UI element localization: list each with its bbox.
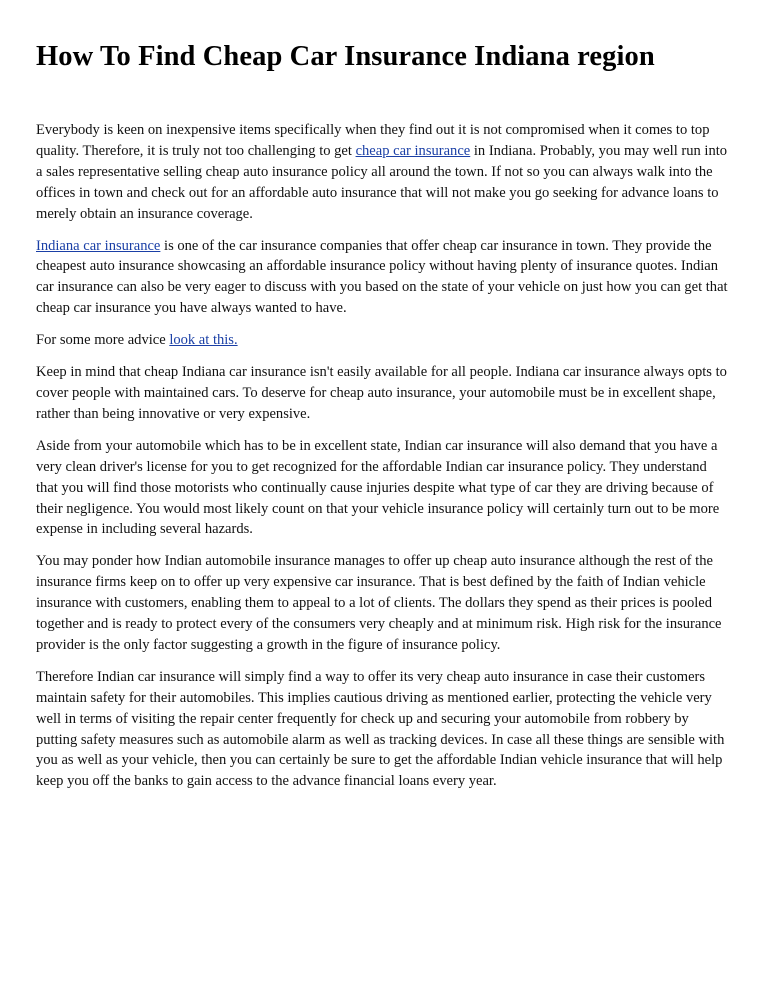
paragraph-3-text-before: For some more advice bbox=[36, 332, 170, 349]
indiana-car-insurance-link[interactable]: Indiana car insurance bbox=[36, 237, 161, 254]
document-page bbox=[36, 0, 728, 803]
paragraph-2-text-after: is one of the car insurance companies that offer cheap car insurance in town. They provide the cheapest auto insurance showcasing an affordable insurance policy without having plenty of insurance quotes. Indian car insurance can also be very eager to discuss with you based on the state of your vehicle on just how you can get that cheap car insurance you have always wanted to have. bbox=[36, 237, 728, 317]
paragraph-4: Keep in mind that cheap Indiana car insurance isn't easily available for all people. Indiana car insurance always opts to cover people with maintained cars. To deserve for cheap auto insurance, your automobile must be in excellent shape, rather than being innovative or very expensive. bbox=[36, 364, 727, 422]
paragraph-3 bbox=[36, 330, 728, 351]
paragraph-1 bbox=[36, 120, 728, 225]
paragraph-2 bbox=[36, 236, 728, 320]
cheap-car-insurance-link[interactable]: cheap car insurance bbox=[355, 142, 471, 159]
paragraph-1-text-after: in Indiana. Probably, you may well run into a sales representative selling cheap auto insurance policy all around the town. If not so you can always walk into the offices in town and check out for an affordable auto insurance that will not make you go seeking for advance loans to merely obtain an insurance coverage. bbox=[36, 142, 728, 222]
paragraph-1-text-before: Everybody is keen on inexpensive items specifically when they find out it is not compromised when it comes to top quality. Therefore, it is truly not too challenging to get bbox=[36, 122, 710, 159]
paragraph-5: Aside from your automobile which has to be in excellent state, Indian car insurance will also demand that you have a very clean driver's license for you to get recognized for the affordable Indian car insurance policy. They understand that you will find those motorists who continually cause injuries despite what type of car they are driving because of their negligence. You would most likely count on that your vehicle insurance policy will certainly turn out to be more expense in including several hazards. bbox=[36, 437, 720, 538]
paragraph-6: You may ponder how Indian automobile insurance manages to offer up cheap auto insurance although the rest of the insurance firms keep on to offer up very expensive car insurance. That is best defined by the faith of Indian vehicle insurance with customers, enabling them to appeal to a lot of clients. The dollars they spend as their prices is pooled together and is ready to protect every of the consumers very cheaply and at minimum risk. High risk for the insurance provider is the only factor suggesting a growth in the figure of insurance policy. bbox=[36, 553, 722, 653]
look-at-this-link[interactable]: look at this. bbox=[169, 332, 238, 349]
page-title: How To Find Cheap Car Insurance Indiana region bbox=[36, 41, 655, 72]
paragraph-7: Therefore Indian car insurance will simply find a way to offer its very cheap auto insurance in case their customers maintain safety for their automobiles. This implies cautious driving as mentioned earlier, protecting the vehicle very well in terms of visiting the repair center frequently for check up and securing your automobile from robbery by putting safety measures such as automobile alarm as well as tracking devices. In case all these things are sensible with you as well as your vehicle, then you can certainly be sure to get the affordable Indian vehicle insurance that will help keep you off the banks to gain access to the advance financial loans every year. bbox=[36, 668, 725, 790]
article-body bbox=[36, 120, 728, 792]
